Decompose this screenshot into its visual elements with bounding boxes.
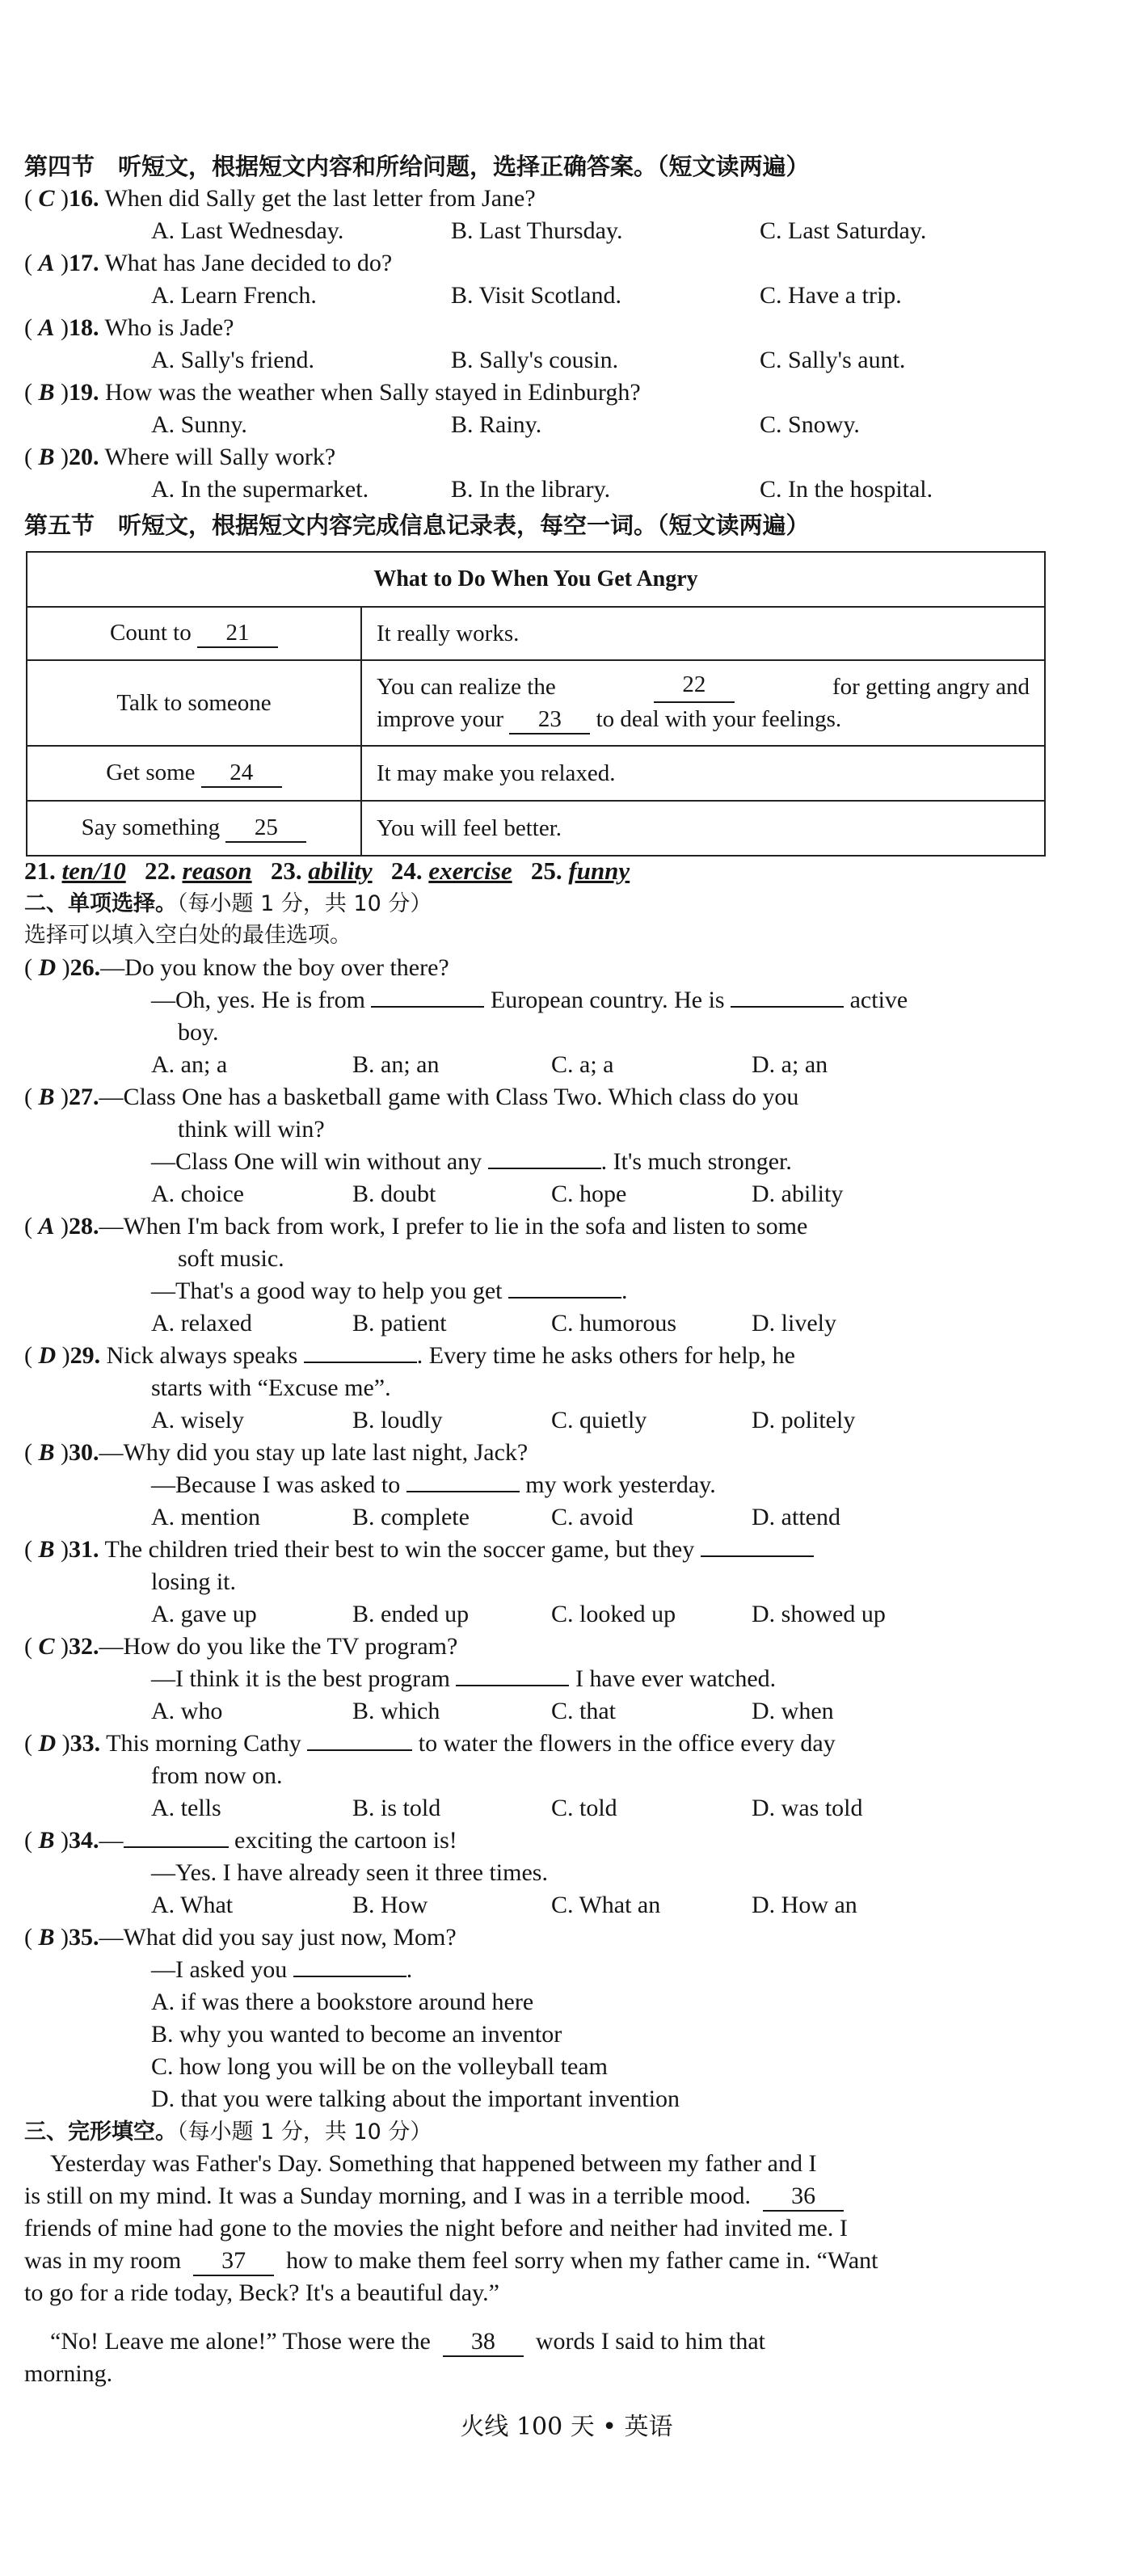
answer-24: exercise bbox=[428, 857, 512, 885]
blank-23[interactable]: 23 bbox=[509, 705, 590, 734]
option-b: B. How bbox=[352, 1892, 428, 1918]
part3-heading: 三、完形填空。（每小题 1 分，共 10 分） bbox=[24, 2119, 432, 2145]
section4-heading: 第四节 听短文，根据短文内容和所给问题，选择正确答案。（短文读两遍） bbox=[24, 153, 810, 180]
option-c: C. humorous bbox=[551, 1310, 677, 1336]
question-number: 20. bbox=[69, 444, 99, 470]
option-d: D. that you were talking about the important invention bbox=[151, 2086, 680, 2112]
table-cell-left: Get some 24 bbox=[27, 746, 361, 801]
question-number: 18. bbox=[69, 314, 99, 341]
option-b: B. Sally's cousin. bbox=[451, 347, 619, 373]
blank-37[interactable]: 37 bbox=[193, 2247, 274, 2276]
part2-instruction: 选择可以填入空白处的最佳选项。 bbox=[24, 923, 352, 948]
option-d: D. showed up bbox=[752, 1601, 886, 1627]
option-a: A. choice bbox=[151, 1181, 244, 1207]
option-d: D. ability bbox=[752, 1181, 844, 1207]
option-b: B. why you wanted to become an inventor bbox=[151, 2021, 562, 2048]
option-c: C. Have a trip. bbox=[760, 282, 902, 309]
answer-mark: B bbox=[38, 1536, 55, 1563]
option-c: C. In the hospital. bbox=[760, 476, 933, 503]
answer-25: funny bbox=[568, 857, 630, 885]
table-cell-right: You can realize the 22 for getting angry and improve your 23 to deal with your feelings. bbox=[361, 660, 1045, 746]
blank[interactable] bbox=[293, 1976, 406, 1977]
blank[interactable] bbox=[731, 1006, 844, 1008]
option-c: C. Snowy. bbox=[760, 411, 860, 438]
blank-25[interactable]: 25 bbox=[225, 814, 306, 843]
question-number: 16. bbox=[69, 185, 99, 212]
table-cell-right: It may make you relaxed. bbox=[361, 746, 1045, 801]
option-a: A. an; a bbox=[151, 1051, 228, 1078]
blank[interactable] bbox=[371, 1006, 484, 1008]
answer-mark: B bbox=[38, 1439, 55, 1466]
option-c: C. Last Saturday. bbox=[760, 217, 927, 244]
answer-mark: D bbox=[38, 1342, 57, 1369]
table-cell-right: It really works. bbox=[361, 607, 1045, 660]
option-c: C. avoid bbox=[551, 1504, 634, 1530]
option-c: C. What an bbox=[551, 1892, 661, 1918]
blank-24[interactable]: 24 bbox=[201, 759, 282, 788]
answer-mark: C bbox=[38, 185, 55, 212]
option-a: A. mention bbox=[151, 1504, 260, 1530]
table-cell-left: Say something 25 bbox=[27, 801, 361, 856]
blank[interactable] bbox=[701, 1555, 814, 1557]
option-d: D. a; an bbox=[752, 1051, 828, 1078]
page-footer: 火线 100 天 • 英语 bbox=[460, 2413, 673, 2441]
answer-mark: B bbox=[38, 1827, 55, 1854]
option-b: B. which bbox=[352, 1698, 440, 1724]
answer-mark: B bbox=[38, 1084, 55, 1110]
table-title: What to Do When You Get Angry bbox=[27, 552, 1045, 607]
table-row bbox=[27, 746, 1045, 801]
question-number: 17. bbox=[69, 250, 99, 276]
answer-mark: A bbox=[38, 1213, 55, 1240]
question-text: What has Jane decided to do? bbox=[104, 250, 393, 276]
option-a: A. wisely bbox=[151, 1407, 244, 1433]
table-row bbox=[27, 607, 1045, 660]
option-a: A. What bbox=[151, 1892, 234, 1918]
option-a: A. gave up bbox=[151, 1601, 257, 1627]
blank[interactable] bbox=[304, 1362, 417, 1363]
answer-23: ability bbox=[308, 857, 373, 885]
table-row bbox=[27, 660, 1045, 746]
option-b: B. is told bbox=[352, 1795, 441, 1821]
table-row bbox=[27, 801, 1045, 856]
option-c: C. quietly bbox=[551, 1407, 647, 1433]
option-b: B. Last Thursday. bbox=[451, 217, 623, 244]
option-b: B. patient bbox=[352, 1310, 447, 1336]
option-c: C. a; a bbox=[551, 1051, 614, 1078]
option-a: A. tells bbox=[151, 1795, 221, 1821]
answer-mark: D bbox=[38, 954, 57, 981]
part2-heading: 二、单项选择。（每小题 1 分，共 10 分） bbox=[24, 891, 432, 916]
option-b: B. complete bbox=[352, 1504, 470, 1530]
table-cell-left: Count to 21 bbox=[27, 607, 361, 660]
option-c: C. told bbox=[551, 1795, 617, 1821]
option-b: B. Visit Scotland. bbox=[451, 282, 621, 309]
answer-mark: C bbox=[38, 1633, 55, 1660]
section5-answers: 21. ten/10 22. reason 23. ability 24. exercise 25. funny bbox=[24, 857, 630, 885]
blank[interactable] bbox=[488, 1168, 601, 1169]
option-b: B. In the library. bbox=[451, 476, 611, 503]
answer-mark: A bbox=[38, 250, 55, 276]
option-c: C. looked up bbox=[551, 1601, 676, 1627]
table-cell-right: You will feel better. bbox=[361, 801, 1045, 856]
info-record-table bbox=[26, 551, 1046, 857]
option-d: D. How an bbox=[752, 1892, 857, 1918]
option-a: A. In the supermarket. bbox=[151, 476, 369, 503]
option-d: D. politely bbox=[752, 1407, 856, 1433]
question-number: 19. bbox=[69, 379, 99, 406]
option-a: A. relaxed bbox=[151, 1310, 252, 1336]
answer-mark: A bbox=[38, 314, 55, 341]
option-c: C. hope bbox=[551, 1181, 627, 1207]
option-b: B. loudly bbox=[352, 1407, 443, 1433]
option-a: A. Learn French. bbox=[151, 282, 317, 309]
worksheet-page: 第四节 听短文，根据短文内容和所给问题，选择正确答案。（短文读两遍） ( C )16. When did Sally get the last letter from Jane? A. Last Wednesday. B. Last Thursday. C. Last Saturday. ( A )17. What has Jane decided to do? A. Learn French. B. Visit Scotland. C. Have a trip. ( A )18. Who is Jade? A. Sally's friend. B. Sally's cousin. C. Sally's aunt. ( B )19. How was the weather when Sally stayed in Edinburgh? A. Sunny. B. Rainy. C. Snowy. ( B )20. Where will Sally work? A. In the supermarket. B. In the library. C. In the hospital. 第五节 听短文，根据短文内容完成信息记录表，每空一词。（短文读两遍） What to Do When You Get Angry Count to 21 It really works. Talk to someone You can realize the 22 for getting angry and improve your 23 to deal with your feelings. Get some 24 It may make you relaxed. Say something 25 You will feel better. 21. ten/10 22. reason 23. ability 24. exercise 25. funny 二、单项选择。（每小题 1 分，共 10 分） 选择可以填入空白处的最佳选项。 ( D )26.—Do you know the boy over there? —Oh, yes. He is from European country. He is active boy. A. an; a B. an; an C. a; a D. a; an ( B )27.—Class One has a basketball game with Class Two. Which class do you think will win? —Class One will win without any . It's much stronger. A. choice B. doubt C. hope D. ability ( A )28.—When I'm back from work, I prefer to lie in the sofa and listen to some soft music. —That's a good way to help you get . A. relaxed B. patient C. humorous D. lively ( D )29. Nick always speaks . Every time he asks others for help, he starts with “Excuse me”. A. wisely B. loudly C. quietly D. politely ( B )30.—Why did you stay up late last night, Jack? —Because I was asked to my work yesterday. A. mention B. complete C. avoid D. attend ( B )31. The children tried their best to win the soccer game, but they losing it. A. gave up B. ended up C. looked up D. showed up ( C )32.—How do you like the TV program? —I think it is the best program I have ever watched. A. who B. which C. that D. when ( D )33. This morning Cathy to water the flowers in the office every day from now on. A. tells B. is told C. told D. was told ( B )34.— exciting the cartoon is! —Yes. I have already seen it three times. A. What B. How C. What an D. How an ( B )35.—What did you say just now, Mom? —I asked you . A. if was there a bookstore around here B. why you wanted to become an inventor C. how long you will be on the volleyball team D. that you were talking about the important invention 三、完形填空。（每小题 1 分，共 10 分） Yesterday was Father's Day. Something that happened between my father and I is still on my mind. It was a Sunday morning, and I was in a terrible mood. 36 friends of mine had gone to the movies the night before and neither had invited me. I was in my room 37 how to make them feel sorry when my father came in. “Want to go for a ride today, Beck? It's a beautiful day.” “No! Leave me alone!” Those were the 38 words I said to him that morning. 火线 100 天 • 英语 bbox=[0, 0, 1133, 2576]
option-b: B. an; an bbox=[352, 1051, 440, 1078]
question-text: When did Sally get the last letter from Jane? bbox=[104, 185, 536, 212]
section5-heading: 第五节 听短文，根据短文内容完成信息记录表，每空一词。（短文读两遍） bbox=[24, 511, 810, 539]
blank-22[interactable]: 22 bbox=[654, 671, 735, 703]
option-d: D. was told bbox=[752, 1795, 863, 1821]
option-b: B. ended up bbox=[352, 1601, 470, 1627]
option-a: A. Last Wednesday. bbox=[151, 217, 344, 244]
table-cell-left: Talk to someone bbox=[27, 660, 361, 746]
answer-mark: B bbox=[38, 379, 55, 406]
answer-22: reason bbox=[182, 857, 252, 885]
option-b: B. doubt bbox=[352, 1181, 436, 1207]
option-a: A. Sally's friend. bbox=[151, 347, 315, 373]
option-c: C. that bbox=[551, 1698, 616, 1724]
option-c: C. Sally's aunt. bbox=[760, 347, 906, 373]
question-text: How was the weather when Sally stayed in Edinburgh? bbox=[105, 379, 641, 406]
answer-21: ten/10 bbox=[61, 857, 126, 885]
blank[interactable] bbox=[456, 1685, 569, 1686]
answer-mark: B bbox=[38, 444, 55, 470]
blank[interactable] bbox=[307, 1749, 412, 1751]
question-text: Who is Jade? bbox=[104, 314, 234, 341]
option-a: A. if was there a bookstore around here bbox=[151, 1989, 534, 2015]
answer-mark: B bbox=[38, 1924, 55, 1951]
blank-21[interactable]: 21 bbox=[197, 619, 278, 648]
option-a: A. Sunny. bbox=[151, 411, 247, 438]
blank[interactable] bbox=[406, 1491, 520, 1492]
blank[interactable] bbox=[124, 1846, 229, 1848]
answer-mark: D bbox=[38, 1730, 57, 1757]
question-text: Where will Sally work? bbox=[104, 444, 336, 470]
option-a: A. who bbox=[151, 1698, 223, 1724]
option-b: B. Rainy. bbox=[451, 411, 542, 438]
option-d: D. attend bbox=[752, 1504, 840, 1530]
blank-38[interactable]: 38 bbox=[443, 2328, 524, 2357]
option-c: C. how long you will be on the volleyball team bbox=[151, 2053, 608, 2080]
option-d: D. when bbox=[752, 1698, 834, 1724]
blank-36[interactable]: 36 bbox=[763, 2182, 844, 2212]
option-d: D. lively bbox=[752, 1310, 836, 1336]
blank[interactable] bbox=[508, 1297, 621, 1299]
